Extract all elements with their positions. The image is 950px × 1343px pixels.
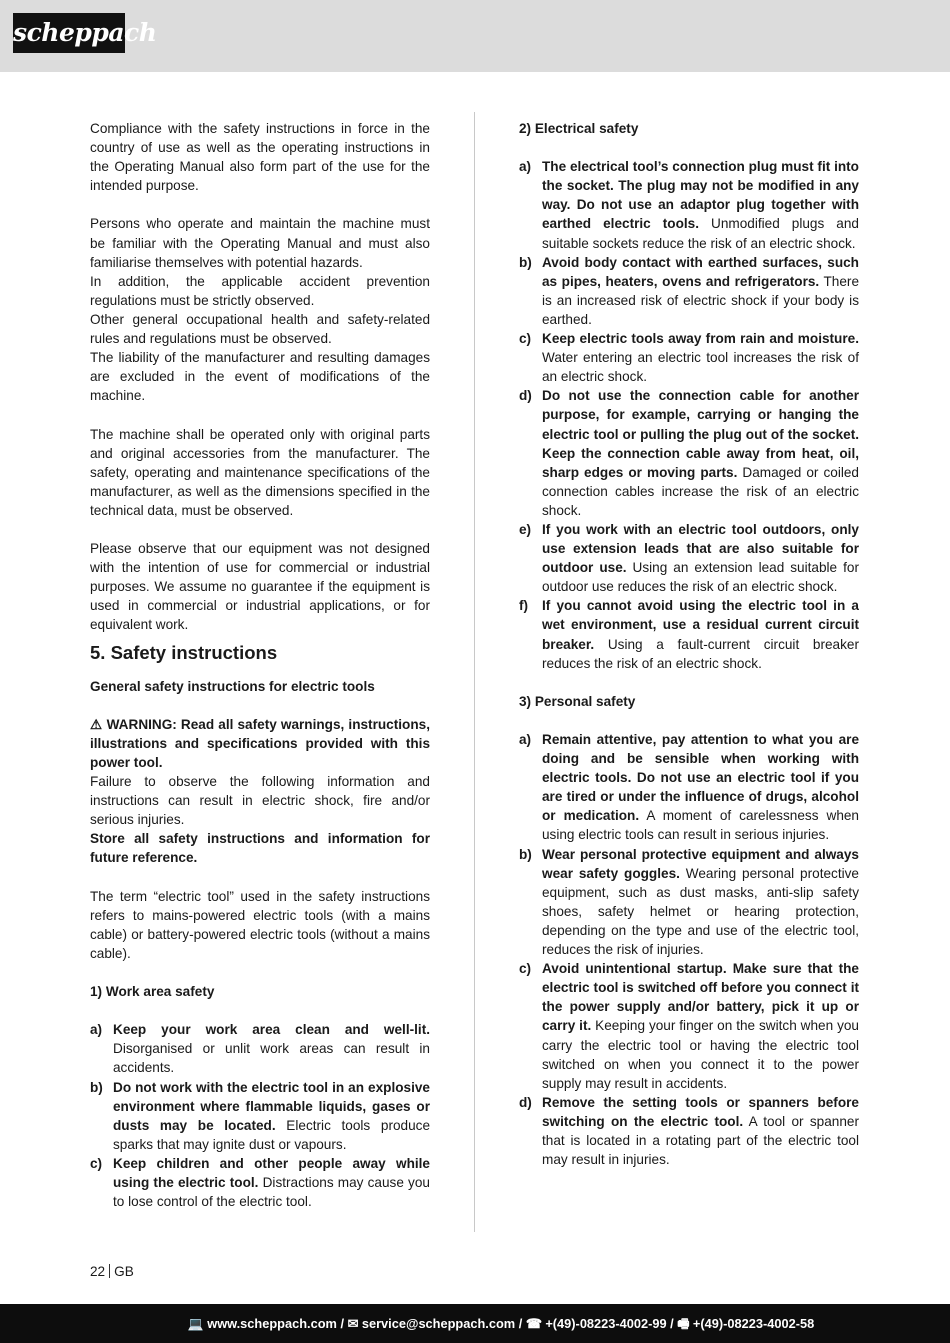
list-item-bold: Keep your work area clean and well-lit. — [113, 1022, 430, 1038]
store-instructions: Store all safety instructions and information for future reference. — [90, 831, 430, 866]
list-item-bold: Do not work with the electric tool in an explosive environment where flammable liquids, gases or dusts may be located. — [113, 1079, 430, 1133]
list-item-label: c) — [90, 1155, 103, 1171]
right-column — [519, 119, 859, 1169]
list-item-bold: Remove the setting tools or spanners before switching on the electric tool. — [542, 1094, 859, 1129]
column-divider — [474, 112, 475, 1232]
list-item-label: b) — [519, 846, 532, 862]
list-item-text — [542, 157, 859, 252]
warning-text: Failure to observe the following information and instructions can result in electric shock, fire and/or serious injuries. — [90, 774, 430, 828]
list-item-label: d) — [519, 1094, 532, 1110]
list-item — [519, 596, 859, 672]
list-item — [519, 253, 859, 329]
list-item-label: f) — [519, 598, 529, 614]
warning-heading: ⚠ WARNING: Read all safety warnings, instructions, illustrations and specifications provided with this power tool. — [90, 716, 430, 770]
list-item-text — [542, 520, 859, 596]
paragraph-health-safety: Other general occupational health and safety-related rules and regulations must be observed. — [90, 311, 430, 347]
page-number-value: 22 — [90, 1264, 106, 1279]
list-item-label: b) — [90, 1079, 103, 1095]
list-item-text — [542, 1093, 859, 1169]
list-item-text — [542, 596, 859, 672]
header-bar — [0, 0, 950, 72]
list-item — [519, 959, 859, 1093]
list-item — [90, 1078, 430, 1154]
list-item-text — [542, 845, 859, 960]
list-item-text — [113, 1020, 430, 1077]
list-item-body: Damaged or coiled connection cables increase the risk of an electric shock. — [542, 464, 859, 518]
list-item-body: Using a fault-current circuit breaker reduces the risk of an electric shock. — [542, 636, 859, 671]
list-item-label: b) — [519, 254, 532, 270]
list-item-label: c) — [519, 331, 532, 347]
list-item — [519, 845, 859, 960]
list-item-body: Keeping your finger on the switch when you carry the electric tool or having the electric tool switched on when you connect it to the power supply may result in accidents. — [542, 1018, 859, 1091]
list-item-bold: If you cannot avoid using the electric tool in a wet environment, use a residual current circuit breaker. — [542, 598, 859, 652]
list-item-bold: Remain attentive, pay attention to what you are doing and be sensible when working with electric tools. Do not use an electric tool if you are tired or under the influence of drugs, alcohol or medication. — [542, 732, 859, 824]
list-item-label: c) — [519, 961, 532, 977]
list-item-label: a) — [519, 159, 532, 175]
list-item-text — [113, 1078, 430, 1154]
list-item-body: Distractions may cause you to lose control of the electric tool. — [113, 1174, 430, 1210]
paragraph-liability: The liability of the manufacturer and resulting damages are excluded in the event of modifications of the machine. — [90, 350, 430, 404]
list-item-bold: Keep electric tools away from rain and moisture. — [542, 331, 859, 347]
list-item — [90, 1020, 430, 1077]
list-item-bold: If you work with an electric tool outdoors, only use extension leads that are also suitable for outdoor use. — [542, 521, 859, 576]
list-item — [519, 157, 859, 252]
list-item-body: Water entering an electric tool increases the risk of an electric shock. — [542, 350, 859, 385]
list-item — [519, 386, 859, 520]
list-item — [90, 1154, 430, 1211]
list-item-body: A moment of carelessness when using electric tools can result in serious injuries. — [542, 808, 859, 843]
scheppach-logo: scheppach — [13, 13, 125, 53]
list-item-bold: The electrical tool’s connection plug must fit into the socket. The plug may not be modified in any way. Do not use an adaptor plug together with earthed electric tools. — [542, 159, 859, 232]
list-item-label: e) — [519, 521, 532, 537]
left-column — [90, 119, 430, 1211]
list-item-text — [542, 386, 859, 520]
list-item-label: a) — [90, 1022, 103, 1038]
list-item-label: a) — [519, 732, 532, 747]
list-item-bold: Avoid unintentional startup. Make sure that the electric tool is switched off before you connect it the power supply and/or battery, pick it up or carry it. — [542, 961, 859, 1034]
list-item-bold: Wear personal protective equipment and always wear safety goggles. — [542, 846, 859, 881]
list-item-body: Electric tools produce sparks that may ignite dust or vapours. — [113, 1117, 431, 1152]
list-item-label: d) — [519, 388, 532, 404]
personal-safety-heading: 3) Personal safety — [519, 693, 636, 709]
page-language: GB — [114, 1264, 134, 1279]
footer-bar — [0, 1304, 950, 1343]
paragraph-original-parts: The machine shall be operated only with original parts and original accessories from the manufacturer. The safety, operating and maintenance specifications of the manufacturer, as well as the dimensions specified in the technical data, must be observed. — [90, 426, 430, 518]
page-number — [90, 1264, 134, 1279]
electric-tool-definition: The term “electric tool” used in the safety instructions refers to mains-powered electric tools (with a mains cable) or battery-powered electric tools (without a mains cable). — [90, 888, 430, 961]
list-item-bold: Do not use the connection cable for another purpose, for example, carrying or hanging the electric tool or pulling the plug out of the socket. Keep the connection cable away from heat, oil, sharp edges or moving parts. — [542, 388, 859, 480]
personal-safety-list — [519, 730, 859, 1169]
paragraph-operators: Persons who operate and maintain the machine must be familiar with the Operating Manual and must also familiarise themselves with potential hazards. — [90, 216, 430, 270]
general-safety-heading: General safety instructions for electric tools — [90, 678, 375, 694]
list-item — [519, 520, 859, 596]
work-area-heading: 1) Work area safety — [90, 984, 215, 1000]
list-item-text — [542, 329, 859, 386]
list-item — [519, 1093, 859, 1169]
contact-line: 💻 www.scheppach.com / ✉ service@scheppach.com / ☎ +(49)-08223-4002-99 / 🖷 +(49)-08223-4002-58 — [187, 1316, 815, 1331]
list-item-body: Using an extension lead suitable for outdoor use reduces the risk of an electric shock. — [542, 560, 859, 595]
list-item — [519, 730, 859, 845]
list-item-text — [113, 1154, 430, 1211]
list-item-bold: Avoid body contact with earthed surfaces, such as pipes, heaters, ovens and refrigerators. — [542, 254, 859, 289]
list-item-body: Wearing personal protective equipment, such as dust masks, anti-slip safety shoes, safety helmet or hearing protection, depending on the type and use of the electric tool, reduces the risk of injuries. — [542, 865, 859, 958]
list-item-body: Disorganised or unlit work areas can result in accidents. — [113, 1041, 430, 1076]
electrical-safety-list — [519, 157, 859, 673]
list-item-bold: Keep children and other people away while using the electric tool. — [113, 1155, 430, 1190]
list-item-body: Unmodified plugs and suitable sockets reduce the risk of an electric shock. — [542, 216, 859, 251]
work-area-list — [90, 1020, 430, 1211]
list-item-body: There is an increased risk of electric shock if your body is earthed. — [542, 273, 860, 327]
list-item-text — [542, 959, 859, 1093]
list-item-text — [542, 730, 859, 845]
list-item-body: A tool or spanner that is located in a rotating part of the electric tool may result in injuries. — [542, 1113, 859, 1168]
list-item-text — [542, 253, 859, 329]
paragraph-accident-prevention: In addition, the applicable accident prevention regulations must be strictly observed. — [90, 273, 430, 308]
paragraph-commercial-use: Please observe that our equipment was not designed with the intention of use for commercial or industrial purposes. We assume no guarantee if the equipment is used in commercial or industrial applications, or for equivalent work. — [90, 541, 430, 633]
section-title: 5. Safety instructions — [90, 641, 278, 663]
list-item — [519, 329, 859, 386]
paragraph-intended-use: Compliance with the safety instructions in force in the country of use as well as the operating instructions in the Operating Manual also form part of the use for the intended purpose. — [90, 121, 430, 194]
electrical-safety-heading: 2) Electrical safety — [519, 121, 639, 136]
